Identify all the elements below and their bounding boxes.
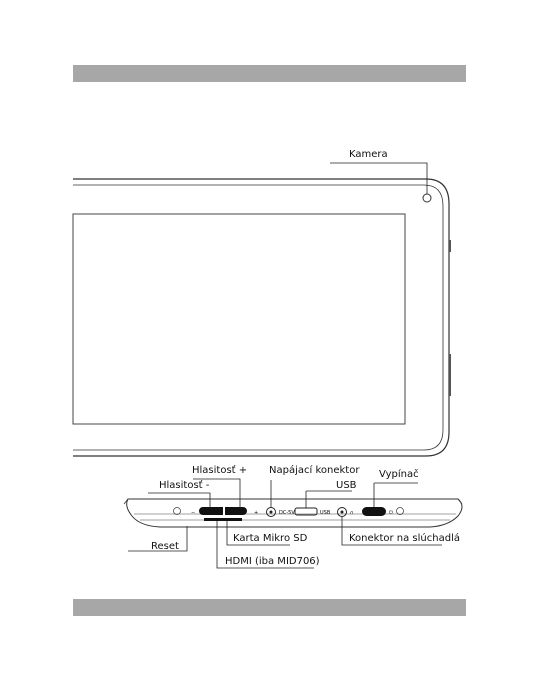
camera-label: Kamera xyxy=(349,149,388,160)
volume-down-label: Hlasitosť - xyxy=(159,480,210,491)
side-button xyxy=(449,354,451,396)
screen-area xyxy=(73,214,405,424)
plus-mark: + xyxy=(254,510,259,516)
power-connector-label: Napájací konektor xyxy=(269,465,360,476)
volume-up-label: Hlasitosť + xyxy=(192,465,248,476)
side-button xyxy=(449,240,451,252)
camera-icon xyxy=(423,194,431,202)
bottom-footer-bar xyxy=(73,599,466,616)
power-button-label: Vypínač xyxy=(379,469,419,480)
usb-mark: USB xyxy=(320,510,331,516)
tablet-front-outline xyxy=(73,179,449,456)
reset-label: Reset xyxy=(151,541,179,552)
dc-mark: DC-5V xyxy=(279,510,295,516)
power-button xyxy=(362,507,386,516)
micro-sd-slot xyxy=(204,518,242,521)
headphone-mark: ∩ xyxy=(350,510,354,516)
micro-sd-label: Karta Mikro SD xyxy=(233,533,308,544)
headphone-label: Konektor na slúchadlá xyxy=(349,533,460,544)
usb-label: USB xyxy=(336,480,357,491)
hdmi-label: HDMI (iba MID706) xyxy=(225,556,320,567)
minus-mark: − xyxy=(191,510,196,516)
power-mark: ⏻ xyxy=(389,510,393,516)
